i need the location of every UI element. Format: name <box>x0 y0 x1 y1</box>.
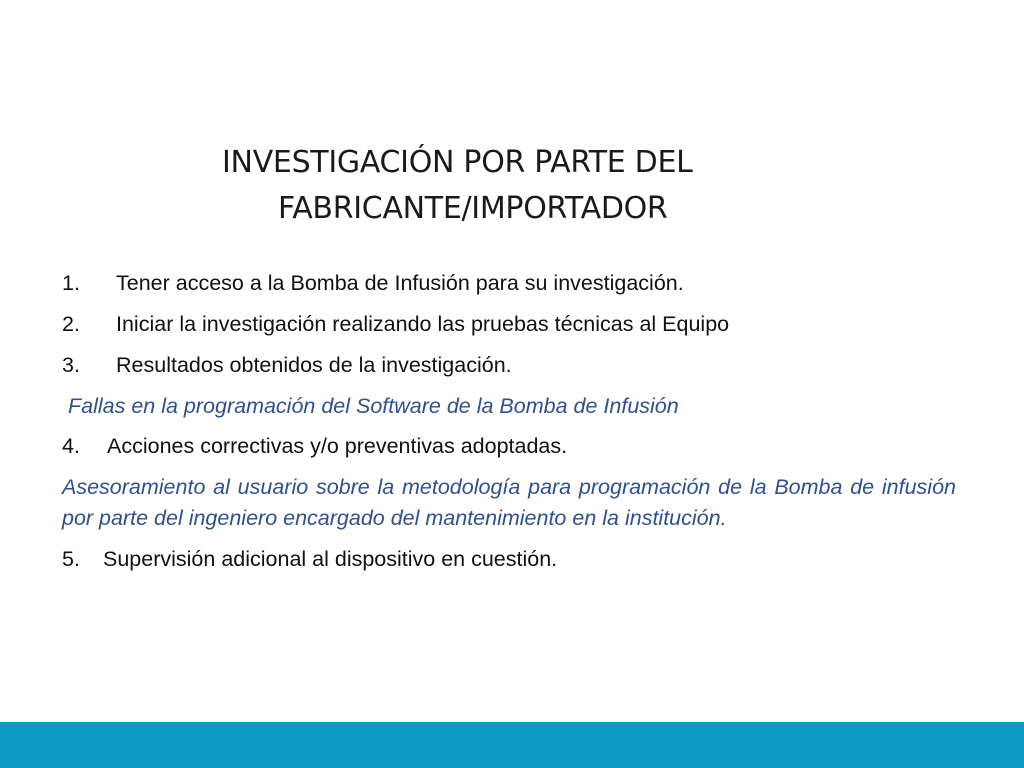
item-text: Iniciar la investigación realizando las pruebas técnicas al Equipo <box>116 312 730 336</box>
item-text: Resultados obtenidos de la investigación. <box>116 353 512 377</box>
list-item-1 <box>62 268 956 298</box>
note-asesoramiento: Asesoramiento al usuario sobre la metodología para programación de la Bomba de infusión por parte del ingeniero encargado del mantenimiento en la institución. <box>62 475 956 530</box>
item-number: 3. <box>62 353 80 377</box>
item-text: Acciones correctivas y/o preventivas adoptadas. <box>107 434 568 458</box>
slide-title <box>222 140 862 232</box>
title-line-1: INVESTIGACIÓN POR PARTE DEL <box>222 145 693 180</box>
list-item-5 <box>62 544 956 574</box>
item-number: 1. <box>62 271 80 295</box>
item-text: Supervisión adicional al dispositivo en cuestión. <box>103 547 558 571</box>
item-text: Tener acceso a la Bomba de Infusión para su investigación. <box>116 271 684 295</box>
item-number: 5. <box>62 547 80 571</box>
item-number: 2. <box>62 312 80 336</box>
list-item-2 <box>62 309 956 339</box>
list-item-4 <box>62 431 956 461</box>
footer-bar <box>0 722 1024 768</box>
item-number: 4. <box>62 434 80 458</box>
slide-content <box>62 268 956 585</box>
note-fallas: Fallas en la programación del Software de la Bomba de Infusión <box>68 394 679 418</box>
title-line-2: FABRICANTE/IMPORTADOR <box>278 191 668 226</box>
list-item-3 <box>62 350 956 380</box>
